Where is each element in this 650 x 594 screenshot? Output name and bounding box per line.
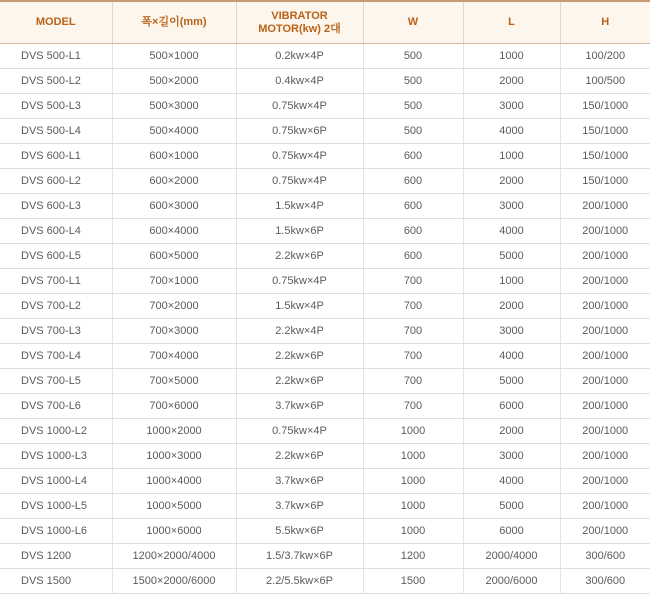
h-cell: 200/1000 — [560, 344, 650, 369]
header-l: L — [463, 1, 560, 44]
h-cell: 200/1000 — [560, 494, 650, 519]
size-cell: 500×2000 — [112, 69, 236, 94]
motor-cell: 3.7kw×6P — [236, 469, 363, 494]
motor-cell: 2.2kw×4P — [236, 319, 363, 344]
motor-cell: 2.2kw×6P — [236, 369, 363, 394]
table-header — [0, 1, 650, 44]
w-cell: 600 — [363, 219, 463, 244]
motor-cell: 0.75kw×6P — [236, 119, 363, 144]
h-cell: 150/1000 — [560, 119, 650, 144]
table-row — [0, 419, 650, 444]
l-cell: 1000 — [463, 144, 560, 169]
table-row — [0, 194, 650, 219]
l-cell: 2000 — [463, 419, 560, 444]
size-cell: 500×4000 — [112, 119, 236, 144]
model-cell: DVS 500-L2 — [0, 69, 112, 94]
motor-cell: 3.7kw×6P — [236, 494, 363, 519]
header-size: 폭×길이(mm) — [112, 1, 236, 44]
size-cell: 600×4000 — [112, 219, 236, 244]
table-row — [0, 444, 650, 469]
w-cell: 1000 — [363, 469, 463, 494]
model-cell: DVS 700-L3 — [0, 319, 112, 344]
l-cell: 2000 — [463, 169, 560, 194]
model-cell: DVS 1500 — [0, 569, 112, 594]
size-cell: 1000×2000 — [112, 419, 236, 444]
l-cell: 2000 — [463, 294, 560, 319]
model-cell: DVS 1000-L5 — [0, 494, 112, 519]
l-cell: 1000 — [463, 44, 560, 69]
h-cell: 150/1000 — [560, 94, 650, 119]
motor-cell: 0.75kw×4P — [236, 419, 363, 444]
table-row — [0, 344, 650, 369]
motor-cell: 0.75kw×4P — [236, 269, 363, 294]
l-cell: 2000 — [463, 69, 560, 94]
l-cell: 4000 — [463, 219, 560, 244]
h-cell: 200/1000 — [560, 419, 650, 444]
size-cell: 600×3000 — [112, 194, 236, 219]
table-row — [0, 469, 650, 494]
motor-cell: 0.2kw×4P — [236, 44, 363, 69]
header-w: W — [363, 1, 463, 44]
size-cell: 1000×6000 — [112, 519, 236, 544]
motor-cell: 1.5kw×4P — [236, 294, 363, 319]
motor-cell: 2.2kw×6P — [236, 344, 363, 369]
table-row — [0, 244, 650, 269]
size-cell: 1000×4000 — [112, 469, 236, 494]
table-row — [0, 394, 650, 419]
w-cell: 1000 — [363, 494, 463, 519]
header-model: MODEL — [0, 1, 112, 44]
motor-cell: 1.5kw×4P — [236, 194, 363, 219]
header-motor-line1: VIBRATOR — [271, 9, 328, 22]
h-cell: 200/1000 — [560, 244, 650, 269]
table-row — [0, 369, 650, 394]
l-cell: 4000 — [463, 469, 560, 494]
w-cell: 700 — [363, 319, 463, 344]
w-cell: 700 — [363, 344, 463, 369]
motor-cell: 1.5kw×6P — [236, 219, 363, 244]
size-cell: 500×1000 — [112, 44, 236, 69]
w-cell: 700 — [363, 294, 463, 319]
size-cell: 700×1000 — [112, 269, 236, 294]
l-cell: 5000 — [463, 369, 560, 394]
header-motor — [236, 1, 363, 44]
motor-cell: 1.5/3.7kw×6P — [236, 544, 363, 569]
size-cell: 700×3000 — [112, 319, 236, 344]
table-row — [0, 144, 650, 169]
l-cell: 4000 — [463, 344, 560, 369]
size-cell: 1000×3000 — [112, 444, 236, 469]
w-cell: 1200 — [363, 544, 463, 569]
table-row — [0, 269, 650, 294]
l-cell: 3000 — [463, 194, 560, 219]
w-cell: 1000 — [363, 444, 463, 469]
size-cell: 1200×2000/4000 — [112, 544, 236, 569]
model-cell: DVS 500-L3 — [0, 94, 112, 119]
model-cell: DVS 700-L2 — [0, 294, 112, 319]
h-cell: 200/1000 — [560, 444, 650, 469]
w-cell: 700 — [363, 369, 463, 394]
h-cell: 150/1000 — [560, 144, 650, 169]
model-cell: DVS 600-L2 — [0, 169, 112, 194]
h-cell: 200/1000 — [560, 294, 650, 319]
model-cell: DVS 700-L6 — [0, 394, 112, 419]
w-cell: 500 — [363, 94, 463, 119]
h-cell: 200/1000 — [560, 369, 650, 394]
l-cell: 4000 — [463, 119, 560, 144]
table-row — [0, 69, 650, 94]
table-row — [0, 494, 650, 519]
motor-cell: 3.7kw×6P — [236, 394, 363, 419]
w-cell: 600 — [363, 194, 463, 219]
h-cell: 100/200 — [560, 44, 650, 69]
model-cell: DVS 600-L3 — [0, 194, 112, 219]
size-cell: 700×5000 — [112, 369, 236, 394]
model-cell: DVS 1000-L3 — [0, 444, 112, 469]
h-cell: 200/1000 — [560, 469, 650, 494]
size-cell: 600×1000 — [112, 144, 236, 169]
table-row — [0, 544, 650, 569]
w-cell: 1000 — [363, 519, 463, 544]
table-row — [0, 319, 650, 344]
w-cell: 600 — [363, 144, 463, 169]
size-cell: 500×3000 — [112, 94, 236, 119]
size-cell: 600×5000 — [112, 244, 236, 269]
h-cell: 150/1000 — [560, 169, 650, 194]
l-cell: 2000/6000 — [463, 569, 560, 594]
size-cell: 1500×2000/6000 — [112, 569, 236, 594]
motor-cell: 5.5kw×6P — [236, 519, 363, 544]
table-row — [0, 169, 650, 194]
w-cell: 1500 — [363, 569, 463, 594]
header-row — [0, 1, 650, 44]
model-cell: DVS 700-L4 — [0, 344, 112, 369]
model-cell: DVS 1200 — [0, 544, 112, 569]
l-cell: 3000 — [463, 444, 560, 469]
h-cell: 200/1000 — [560, 394, 650, 419]
model-cell: DVS 500-L4 — [0, 119, 112, 144]
model-cell: DVS 700-L1 — [0, 269, 112, 294]
h-cell: 100/500 — [560, 69, 650, 94]
motor-cell: 2.2kw×6P — [236, 244, 363, 269]
model-cell: DVS 1000-L6 — [0, 519, 112, 544]
table-row — [0, 44, 650, 69]
table-row — [0, 294, 650, 319]
w-cell: 600 — [363, 169, 463, 194]
table-body — [0, 44, 650, 594]
size-cell: 700×4000 — [112, 344, 236, 369]
model-cell: DVS 1000-L4 — [0, 469, 112, 494]
model-cell: DVS 600-L1 — [0, 144, 112, 169]
motor-cell: 0.75kw×4P — [236, 94, 363, 119]
w-cell: 600 — [363, 244, 463, 269]
motor-cell: 2.2/5.5kw×6P — [236, 569, 363, 594]
model-cell: DVS 600-L5 — [0, 244, 112, 269]
model-cell: DVS 500-L1 — [0, 44, 112, 69]
size-cell: 700×6000 — [112, 394, 236, 419]
w-cell: 500 — [363, 119, 463, 144]
l-cell: 5000 — [463, 494, 560, 519]
h-cell: 200/1000 — [560, 319, 650, 344]
model-cell: DVS 1000-L2 — [0, 419, 112, 444]
table-row — [0, 119, 650, 144]
w-cell: 500 — [363, 69, 463, 94]
table-row — [0, 94, 650, 119]
w-cell: 500 — [363, 44, 463, 69]
h-cell: 200/1000 — [560, 269, 650, 294]
header-motor-line2: MOTOR(kw) 2대 — [258, 22, 341, 35]
h-cell: 300/600 — [560, 544, 650, 569]
size-cell: 600×2000 — [112, 169, 236, 194]
model-cell: DVS 600-L4 — [0, 219, 112, 244]
l-cell: 5000 — [463, 244, 560, 269]
w-cell: 1000 — [363, 419, 463, 444]
model-cell: DVS 700-L5 — [0, 369, 112, 394]
table-row — [0, 519, 650, 544]
size-cell: 1000×5000 — [112, 494, 236, 519]
motor-cell: 2.2kw×6P — [236, 444, 363, 469]
l-cell: 1000 — [463, 269, 560, 294]
l-cell: 2000/4000 — [463, 544, 560, 569]
motor-cell: 0.4kw×4P — [236, 69, 363, 94]
motor-cell: 0.75kw×4P — [236, 169, 363, 194]
table-row — [0, 219, 650, 244]
table-row — [0, 569, 650, 594]
header-h: H — [560, 1, 650, 44]
h-cell: 200/1000 — [560, 219, 650, 244]
h-cell: 200/1000 — [560, 194, 650, 219]
l-cell: 6000 — [463, 394, 560, 419]
h-cell: 300/600 — [560, 569, 650, 594]
l-cell: 3000 — [463, 94, 560, 119]
w-cell: 700 — [363, 394, 463, 419]
l-cell: 3000 — [463, 319, 560, 344]
size-cell: 700×2000 — [112, 294, 236, 319]
motor-cell: 0.75kw×4P — [236, 144, 363, 169]
l-cell: 6000 — [463, 519, 560, 544]
h-cell: 200/1000 — [560, 519, 650, 544]
w-cell: 700 — [363, 269, 463, 294]
